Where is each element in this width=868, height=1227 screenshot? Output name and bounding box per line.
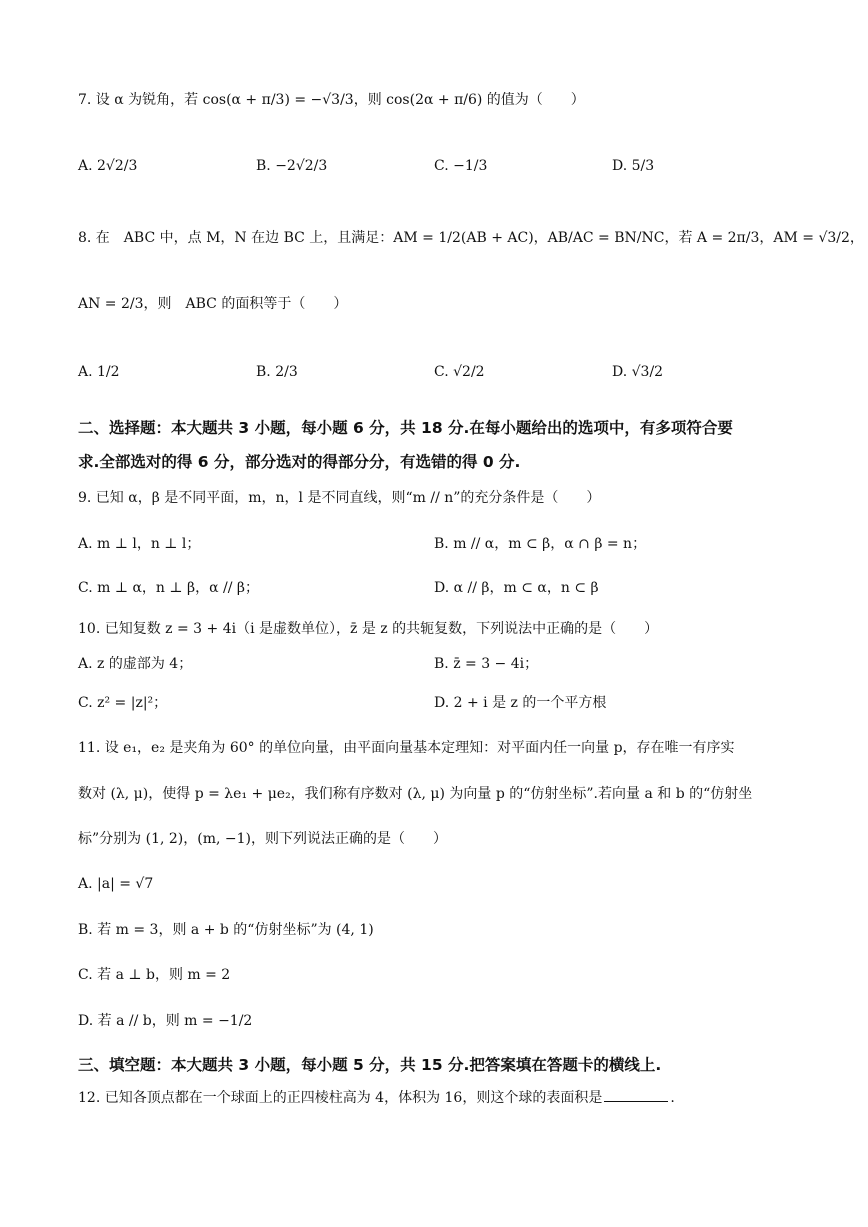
question-12-stem: 12. 已知各顶点都在一个球面上的正四棱柱高为 4，体积为 16，则这个球的表面积是 [78, 1090, 603, 1106]
question-9-stem: 9. 已知 α，β 是不同平面，m，n，l 是不同直线，则“m // n”的充分条件是（ ） [78, 490, 601, 506]
question-9-option-d: D. α // β，m ⊂ α，n ⊂ β [434, 580, 599, 596]
question-8-stem-line2: AN = 2/3，则 ABC 的面积等于（ ） [78, 296, 348, 312]
question-10-option-a: A. z 的虚部为 4； [78, 656, 193, 672]
question-12 [78, 1090, 675, 1107]
section-2-heading-line2: 求.全部选对的得 6 分，部分选对的得部分分，有选错的得 0 分. [78, 453, 521, 471]
question-11-option-d: D. 若 a // b，则 m = −1/2 [78, 1013, 253, 1029]
question-11-option-a: A. |a| = √7 [78, 876, 154, 892]
question-7-option-b: B. −2√2/3 [256, 158, 328, 174]
question-7-option-d: D. 5/3 [612, 158, 655, 174]
section-3-heading: 三、填空题：本大题共 3 小题，每小题 5 分，共 15 分.把答案填在答题卡的横线上. [78, 1056, 662, 1074]
question-9-option-a: A. m ⊥ l，n ⊥ l； [78, 536, 201, 552]
question-11-stem-line1: 11. 设 e₁，e₂ 是夹角为 60° 的单位向量，由平面向量基本定理知：对平面内任一向量 p，存在唯一有序实 [78, 740, 735, 756]
question-11-option-b: B. 若 m = 3，则 a + b 的“仿射坐标”为 (4, 1) [78, 922, 374, 938]
question-12-tail: . [670, 1090, 675, 1106]
question-10-option-d: D. 2 + i 是 z 的一个平方根 [434, 695, 607, 711]
question-10-option-b: B. z̄ = 3 − 4i； [434, 656, 539, 672]
question-7-option-a: A. 2√2/3 [78, 158, 138, 174]
question-11-stem-line2: 数对 (λ, μ)，使得 p = λe₁ + μe₂，我们称有序数对 (λ, μ) 为向量 p 的“仿射坐标”.若向量 a 和 b 的“仿射坐 [78, 786, 753, 802]
question-10-option-c: C. z² = |z|²； [78, 695, 168, 711]
question-8-option-c: C. √2/2 [434, 364, 485, 380]
question-7-stem: 7. 设 α 为锐角，若 cos(α + π/3) = −√3/3，则 cos(2α + π/6) 的值为（ ） [78, 92, 585, 108]
question-11-stem-line3: 标”分别为 (1, 2)，(m, −1)，则下列说法正确的是（ ） [78, 831, 447, 847]
question-8-stem-line1: 8. 在 ABC 中，点 M，N 在边 BC 上，且满足：AM = 1/2(AB + AC)，AB/AC = BN/NC，若 A = 2π/3，AM = √3/2， [78, 230, 864, 246]
question-8-option-b: B. 2/3 [256, 364, 298, 380]
question-11-option-c: C. 若 a ⊥ b，则 m = 2 [78, 967, 231, 983]
question-7-option-c: C. −1/3 [434, 158, 488, 174]
question-10-stem: 10. 已知复数 z = 3 + 4i（i 是虚数单位），z̄ 是 z 的共轭复数，下列说法中正确的是（ ） [78, 621, 659, 637]
question-8-option-d: D. √3/2 [612, 364, 664, 380]
answer-blank[interactable] [604, 1101, 668, 1102]
question-9-option-b: B. m // α，m ⊂ β，α ∩ β = n； [434, 536, 647, 552]
section-2-heading-line1: 二、选择题：本大题共 3 小题，每小题 6 分，共 18 分.在每小题给出的选项中，有多项符合要 [78, 419, 733, 437]
question-8-option-a: A. 1/2 [78, 364, 120, 380]
question-9-option-c: C. m ⊥ α，n ⊥ β，α // β； [78, 580, 259, 596]
